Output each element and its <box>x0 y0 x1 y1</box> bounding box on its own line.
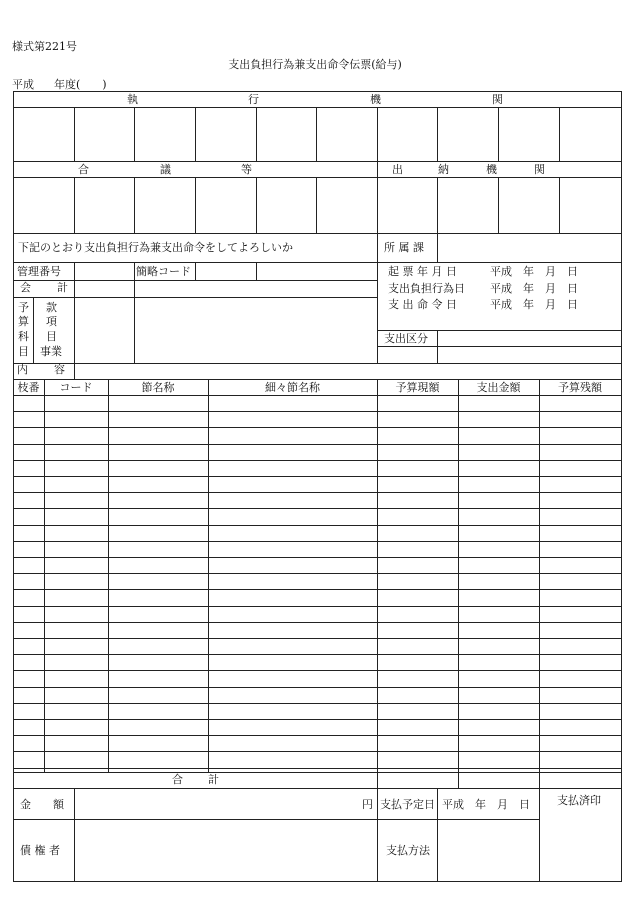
form-number: 様式第221号 <box>12 40 77 53</box>
expense-class-label: 支出区分 <box>384 332 428 345</box>
grid-line <box>13 573 622 574</box>
grid-line <box>458 772 459 789</box>
grid-line <box>13 297 378 298</box>
frame-right <box>621 91 622 882</box>
grid-line <box>13 411 622 412</box>
grid-line <box>377 107 378 162</box>
pay-method-label: 支払方法 <box>386 844 430 857</box>
grid-line <box>13 379 622 380</box>
fiscal-year-label: 年度( ) <box>54 78 107 91</box>
grid-line <box>13 622 622 623</box>
accounting-char-2: 計 <box>57 281 68 294</box>
col-header-code: コード <box>59 381 93 394</box>
grid-line <box>13 703 622 704</box>
content-char-2: 容 <box>54 363 65 376</box>
grid-line <box>539 772 540 789</box>
date-label-1: 起 票 年 月 日 <box>388 265 457 278</box>
grid-line <box>13 751 622 752</box>
grid-line <box>559 177 560 234</box>
grid-line <box>13 161 622 162</box>
grid-line <box>377 379 378 773</box>
grid-line <box>437 107 438 162</box>
grid-line <box>13 772 622 773</box>
date-label-2: 支出負担行為日 <box>388 282 465 295</box>
grid-line <box>195 177 196 234</box>
grid-line <box>13 541 622 542</box>
grid-line <box>13 819 540 820</box>
grid-line <box>134 177 135 234</box>
grid-line <box>316 107 317 162</box>
grid-line <box>108 379 109 773</box>
accounting-char-1: 会 <box>20 281 31 294</box>
grid-line <box>377 772 378 789</box>
grid-line <box>539 788 540 882</box>
pay-date-value: 平成 年 月 日 <box>442 798 530 811</box>
treasury-char-2: 納 <box>438 163 449 176</box>
grid-line <box>316 177 317 234</box>
date-label-3: 支 出 命 令 日 <box>388 298 457 311</box>
date-value-3: 平成 年 月 日 <box>490 298 578 311</box>
col-header-branch: 枝番 <box>17 381 40 394</box>
date-value-1: 平成 年 月 日 <box>490 265 578 278</box>
grid-line <box>74 363 75 380</box>
budget-char-1: 予 <box>18 301 29 314</box>
mgmt-number-label: 管理番号 <box>17 265 61 278</box>
grid-line <box>13 719 622 720</box>
col-header-section: 節名称 <box>141 381 175 394</box>
yen-label: 円 <box>362 798 373 811</box>
grid-line <box>13 508 622 509</box>
abbr-code-label: 簡略コード <box>136 265 191 278</box>
grid-line <box>13 363 622 364</box>
grid-line <box>13 177 622 178</box>
col-header-balance: 予算残額 <box>558 381 602 394</box>
form-title: 支出負担行為兼支出命令伝票(給与) <box>228 58 402 71</box>
treasury-char-3: 機 <box>486 163 497 176</box>
grid-line <box>377 233 378 364</box>
grid-line <box>437 233 438 263</box>
grid-line <box>256 177 257 234</box>
grid-line <box>13 525 622 526</box>
grid-line <box>13 654 622 655</box>
grid-line <box>437 177 438 234</box>
date-value-2: 平成 年 月 日 <box>490 282 578 295</box>
department-label: 所 属 課 <box>384 241 424 254</box>
grid-line <box>13 589 622 590</box>
col-header-budget: 予算現額 <box>395 381 440 394</box>
budget-sub-1: 款 <box>46 301 57 314</box>
grid-line <box>13 638 622 639</box>
budget-sub-3: 目 <box>46 330 57 343</box>
grid-line <box>13 427 622 428</box>
grid-line <box>13 107 622 108</box>
grid-line <box>539 379 540 773</box>
grid-line <box>44 379 45 773</box>
frame-left <box>13 91 14 882</box>
grid-line <box>13 444 622 445</box>
content-char-1: 内 <box>17 363 28 376</box>
grid-line <box>208 379 209 773</box>
grid-line <box>13 670 622 671</box>
amount-label: 金 額 <box>20 798 64 811</box>
frame-top <box>13 91 622 92</box>
grid-line <box>377 161 378 234</box>
grid-line <box>498 177 499 234</box>
budget-char-3: 科 <box>18 330 29 343</box>
grid-line <box>195 107 196 162</box>
pay-date-label: 支払予定日 <box>380 798 435 811</box>
budget-sub-4: 事業 <box>40 345 62 358</box>
grid-line <box>13 460 622 461</box>
fiscal-year <box>12 76 107 92</box>
grid-line <box>134 107 135 162</box>
agency-char-2: 行 <box>248 93 259 106</box>
grid-line <box>559 107 560 162</box>
grid-line <box>256 262 257 281</box>
grid-line <box>13 788 622 789</box>
grid-line <box>13 233 622 234</box>
creditor-label: 債 権 者 <box>20 844 60 857</box>
grid-line <box>437 788 438 882</box>
budget-sub-2: 項 <box>46 315 57 328</box>
total-char-2: 計 <box>208 773 219 786</box>
grid-line <box>13 395 622 396</box>
grid-line <box>256 107 257 162</box>
grid-line <box>13 687 622 688</box>
grid-line <box>74 177 75 234</box>
grid-line <box>458 379 459 773</box>
grid-line <box>134 262 135 364</box>
treasury-char-1: 出 <box>392 163 403 176</box>
treasury-char-4: 関 <box>534 163 545 176</box>
grid-line <box>13 557 622 558</box>
grid-line <box>74 107 75 162</box>
grid-line <box>13 476 622 477</box>
frame-bottom <box>13 881 622 882</box>
col-header-subsection: 細々節名称 <box>265 381 320 394</box>
grid-line <box>13 262 622 263</box>
agency-char-3: 機 <box>370 93 381 106</box>
era-label: 平成 <box>12 78 34 91</box>
budget-char-2: 算 <box>18 315 29 328</box>
council-char-2: 議 <box>160 163 171 176</box>
approval-text: 下記のとおり支出負担行為兼支出命令をしてよろしいか <box>18 241 293 254</box>
grid-line <box>377 346 622 347</box>
grid-line <box>13 735 622 736</box>
agency-char-1: 執 <box>127 93 138 106</box>
grid-line <box>13 492 622 493</box>
grid-line <box>195 262 196 281</box>
budget-char-4: 目 <box>18 345 29 358</box>
grid-line <box>437 330 438 364</box>
grid-line <box>74 788 75 882</box>
agency-char-4: 関 <box>492 93 503 106</box>
council-char-3: 等 <box>241 163 252 176</box>
col-header-expense: 支出金額 <box>476 381 521 394</box>
grid-line <box>33 297 34 364</box>
grid-line <box>13 606 622 607</box>
paid-stamp-label: 支払済印 <box>557 794 601 807</box>
grid-line <box>498 107 499 162</box>
total-char-1: 合 <box>172 773 183 786</box>
council-char-1: 合 <box>78 163 89 176</box>
grid-line <box>74 297 75 364</box>
grid-line <box>13 768 622 769</box>
grid-line <box>377 788 378 882</box>
grid-line <box>377 330 622 331</box>
